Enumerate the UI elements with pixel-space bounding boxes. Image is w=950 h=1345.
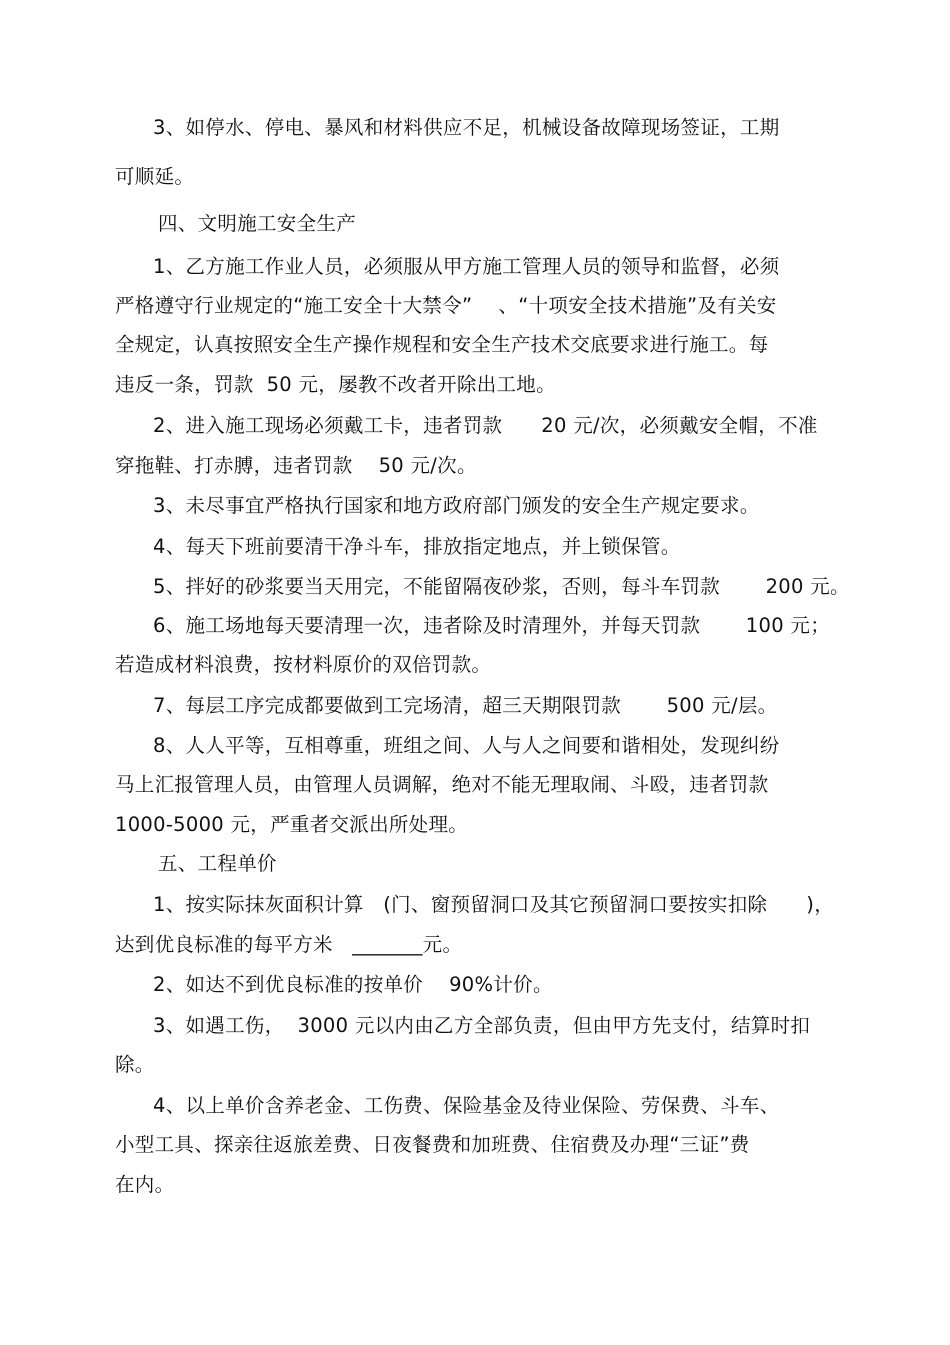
s4-clause-5: 5、拌好的砂浆要当天用完，不能留隔夜砂浆，否则，每斗车罚款 200 元。: [153, 575, 850, 598]
s4-clause-7: 7、每层工序完成都要做到工完场清，超三天期限罚款 500 元/层。: [153, 694, 778, 717]
s5-clause-4-line-3: 在内。: [115, 1173, 175, 1196]
s5-clause-4-line-2: 小型工具、探亲往返旅差费、日夜餐费和加班费、住宿费及办理“三证”费: [115, 1133, 750, 1156]
s4-clause-8-line-3: 1000-5000 元，严重者交派出所处理。: [115, 813, 469, 836]
clause-3-line-1: 3、如停水、停电、暴风和材料供应不足，机械设备故障现场签证，工期: [153, 116, 780, 139]
s4-clause-1-line-2: 严格遵守行业规定的“施工安全十大禁令” 、“十项安全技术措施”及有关安: [115, 294, 777, 317]
s4-clause-3: 3、未尽事宜严格执行国家和地方政府部门颁发的安全生产规定要求。: [153, 494, 760, 517]
section-5-heading: 五、工程单价: [158, 852, 277, 875]
s5-clause-1-line-2: 达到优良标准的每平方米 _______元。: [115, 933, 463, 956]
s4-clause-1-line-1: 1、乙方施工作业人员，必须服从甲方施工管理人员的领导和监督，必须: [153, 255, 780, 278]
s4-clause-1-line-3: 全规定，认真按照安全生产操作规程和安全生产技术交底要求进行施工。每: [115, 333, 769, 356]
s4-clause-2-line-2: 穿拖鞋、打赤膊，违者罚款 50 元/次。: [115, 454, 477, 477]
s5-clause-1-line-1: 1、按实际抹灰面积计算 (门、窗预留洞口及其它预留洞口要按实扣除 )，: [153, 893, 835, 916]
s4-clause-6-line-2: 若造成材料浪费，按材料原价的双倍罚款。: [115, 653, 492, 676]
s4-clause-8-line-1: 8、人人平等，互相尊重，班组之间、人与人之间要和谐相处，发现纠纷: [153, 734, 780, 757]
s5-clause-3-line-2: 除。: [115, 1053, 155, 1076]
section-4-heading: 四、文明施工安全生产: [158, 212, 357, 235]
s4-clause-4: 4、每天下班前要清干净斗车，排放指定地点，并上锁保管。: [153, 535, 681, 558]
clause-3-line-2: 可顺延。: [115, 165, 195, 188]
s5-clause-2: 2、如达不到优良标准的按单价 90%计价。: [153, 973, 553, 996]
s4-clause-6-line-1: 6、施工场地每天要清理一次，违者除及时清理外，并每天罚款 100 元；: [153, 614, 831, 637]
s4-clause-8-line-2: 马上汇报管理人员，由管理人员调解，绝对不能无理取闹、斗殴，违者罚款: [115, 773, 769, 796]
s4-clause-2-line-1: 2、进入施工现场必须戴工卡，违者罚款 20 元/次，必须戴安全帽，不准: [153, 414, 818, 437]
s4-clause-1-line-4: 违反一条，罚款 50 元，屡教不改者开除出工地。: [115, 373, 556, 396]
s5-clause-4-line-1: 4、以上单价含养老金、工伤费、保险基金及待业保险、劳保费、斗车、: [153, 1094, 780, 1117]
s5-clause-3-line-1: 3、如遇工伤， 3000 元以内由乙方全部负责，但由甲方先支付，结算时扣: [153, 1014, 811, 1037]
